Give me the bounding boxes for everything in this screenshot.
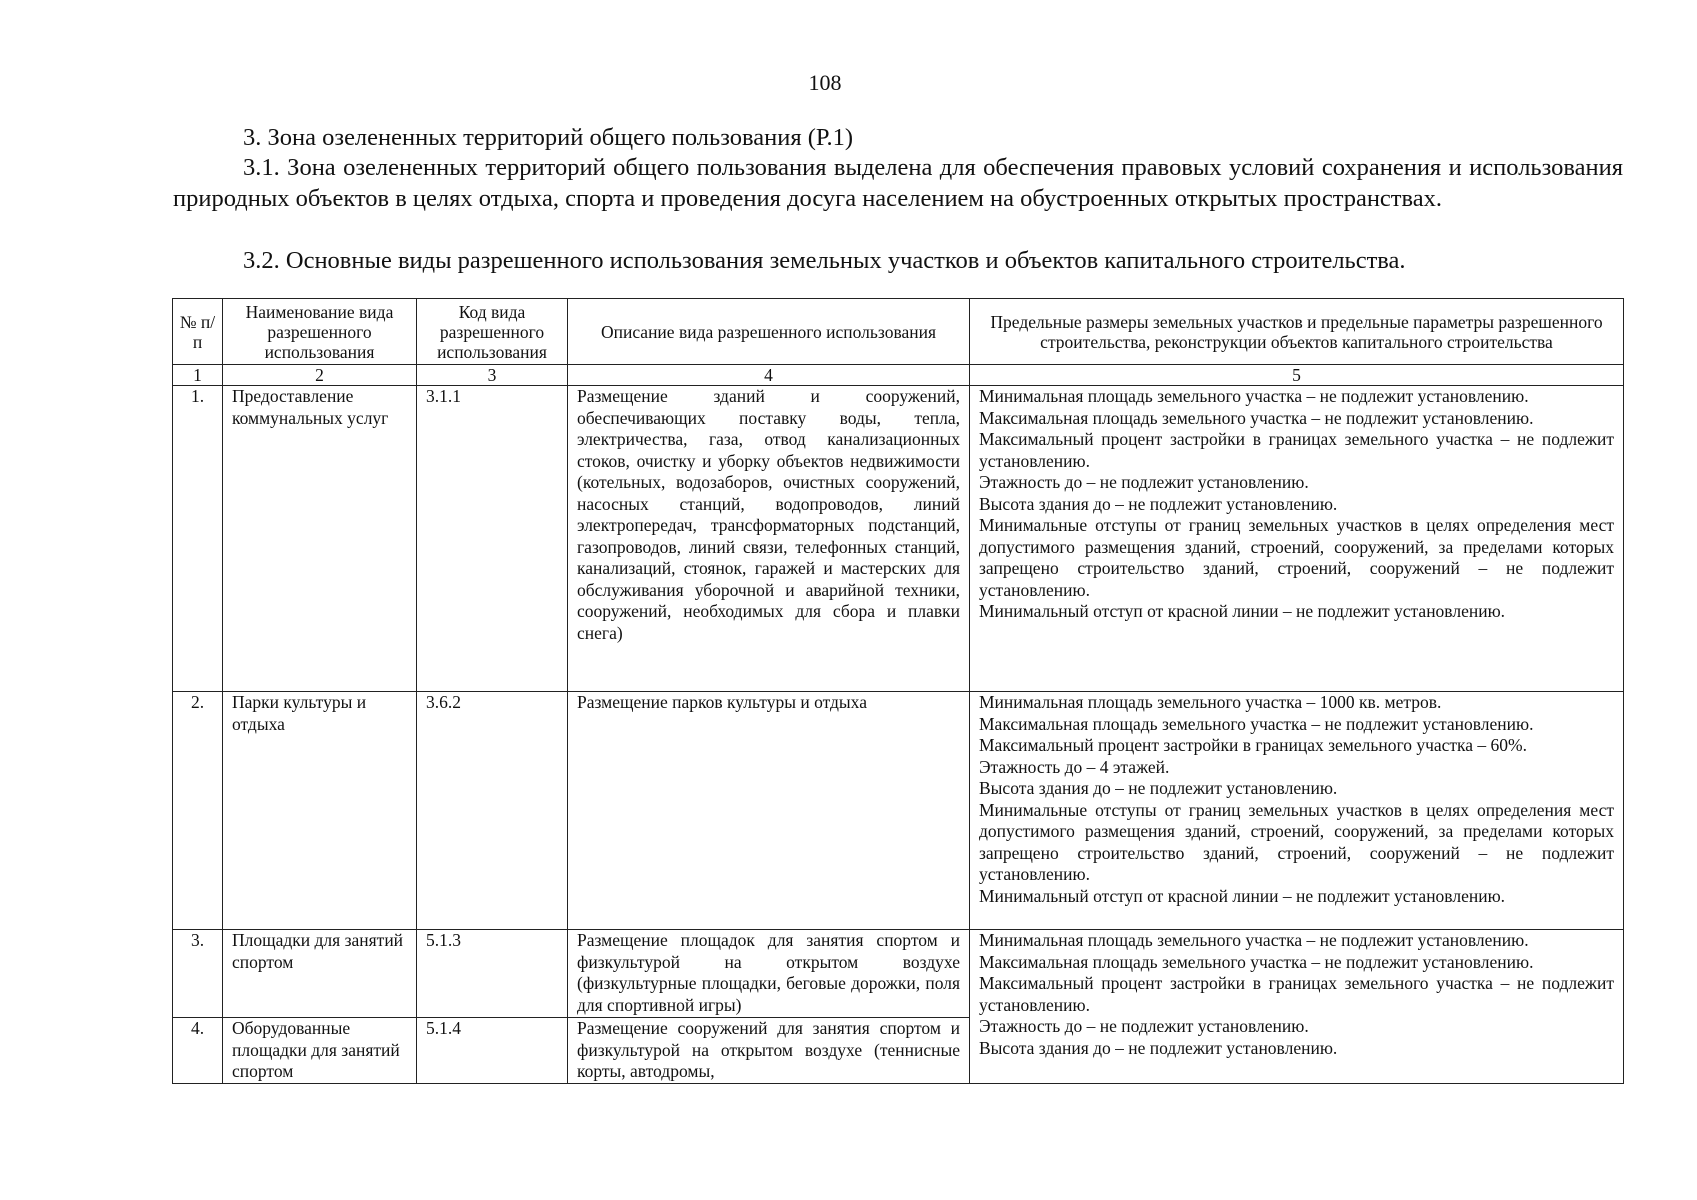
param-line: Высота здания до – не подлежит установлению. (979, 493, 1338, 514)
paragraph-1 (173, 152, 1623, 214)
param-line: Максимальный процент застройки в границах земельного участка – 60%. (979, 735, 1528, 755)
column-number: 2 (223, 365, 417, 386)
row-description: Размещение площадок для занятия спортом и физкультурой на открытом воздухе (физкультурные площадки, беговые дорожки, поля для спортивной игры) (568, 930, 970, 1018)
row-num: 2. (173, 692, 223, 930)
param-line: Этажность до – не подлежит установлению. (979, 1016, 1309, 1036)
header-code: Код вида разрешенного использования (417, 299, 568, 365)
table-row (173, 692, 1624, 930)
param-line: Этажность до – 4 этажей. (979, 756, 1170, 777)
row-num: 1. (173, 386, 223, 692)
table-row (173, 386, 1624, 692)
param-line: Минимальная площадь земельного участка – 1000 кв. метров. (979, 692, 1442, 712)
row-params (970, 386, 1624, 692)
column-number: 1 (173, 365, 223, 386)
param-line: Минимальный отступ от красной линии – не подлежит установлению. (979, 885, 1506, 906)
header-name: Наименование вида разрешенного использования (223, 299, 417, 365)
row-params-shared (970, 930, 1624, 1084)
column-number: 3 (417, 365, 568, 386)
header-description: Описание вида разрешенного использования (568, 299, 970, 365)
row-code: 5.1.4 (417, 1018, 568, 1084)
param-line: Минимальные отступы от границ земельных участков в целях определения мест допустимого размещения зданий, строений, сооружений, за пределами которых запрещено строительство зданий, строений, сооружений – не подлежит установлению. (979, 515, 1614, 600)
column-number: 5 (970, 365, 1624, 386)
table-header-row (173, 299, 1624, 365)
section-title (173, 122, 1623, 153)
row-name: Площадки для занятий спортом (223, 930, 417, 1018)
page-number: 108 (808, 70, 842, 95)
column-number: 4 (568, 365, 970, 386)
table-row (173, 930, 1624, 1018)
param-line: Максимальная площадь земельного участка – не подлежит установлению. (979, 407, 1534, 428)
param-line: Максимальный процент застройки в границах земельного участка – не подлежит установлению. (979, 429, 1614, 471)
row-params (970, 692, 1624, 930)
row-num: 3. (173, 930, 223, 1018)
header-num: № п/п (173, 299, 223, 365)
param-line: Минимальная площадь земельного участка – не подлежит установлению. (979, 386, 1529, 406)
param-line: Этажность до – не подлежит установлению. (979, 472, 1309, 492)
row-description: Размещение парков культуры и отдыха (568, 692, 970, 930)
param-line: Минимальные отступы от границ земельных участков в целях определения мест допустимого размещения зданий, строений, сооружений, за пределами которых запрещено строительство зданий, строений, сооружений – не подлежит установлению. (979, 799, 1614, 884)
column-number-row (173, 365, 1624, 386)
row-code: 3.1.1 (417, 386, 568, 692)
row-code: 5.1.3 (417, 930, 568, 1018)
header-params: Предельные размеры земельных участков и предельные параметры разрешенного строительства, реконструкции объектов капитального строительства (970, 299, 1624, 365)
section-title-text: 3. Зона озелененных территорий общего пользования (Р.1) (243, 124, 853, 151)
land-use-table (172, 298, 1624, 1084)
param-line: Высота здания до – не подлежит установлению. (979, 1037, 1338, 1058)
param-line: Максимальная площадь земельного участка – не подлежит установлению. (979, 713, 1534, 734)
param-line: Минимальная площадь земельного участка – не подлежит установлению. (979, 930, 1529, 950)
param-line: Максимальный процент застройки в границах земельного участка – не подлежит установлению. (979, 973, 1614, 1015)
param-line: Максимальная площадь земельного участка – не подлежит установлению. (979, 951, 1534, 972)
row-code: 3.6.2 (417, 692, 568, 930)
row-name: Оборудованные площадки для занятий спортом (223, 1018, 417, 1084)
row-name: Парки культуры и отдыха (223, 692, 417, 930)
row-name: Предоставление коммунальных услуг (223, 386, 417, 692)
row-description: Размещение зданий и сооружений, обеспечивающих поставку воды, тепла, электричества, газа, отвод канализационных стоков, очистку и уборку объектов недвижимости (котельных, водозаборов, очистных сооружений, насосных станций, водопроводов, линий электропередач, трансформаторных подстанций, газопроводов, линий связи, телефонных станций, канализаций, стоянок, гаражей и мастерских для обслуживания уборочной и аварийной техники, сооружений, необходимых для сбора и плавки снега) (568, 386, 970, 692)
param-line: Высота здания до – не подлежит установлению. (979, 778, 1338, 798)
paragraph-2-text: 3.2. Основные виды разрешенного использования земельных участков и объектов капитального строительства. (243, 247, 1406, 274)
param-line: Минимальный отступ от красной линии – не подлежит установлению. (979, 601, 1506, 621)
row-description: Размещение сооружений для занятия спортом и физкультурой на открытом воздухе (теннисные корты, автодромы, (568, 1018, 970, 1084)
row-num: 4. (173, 1018, 223, 1084)
paragraph-1-text: 3.1. Зона озелененных территорий общего пользования выделена для обеспечения правовых условий сохранения и использования природных объектов в целях отдыха, спорта и проведения досуга населением на обустроенных открытых пространствах. (173, 154, 1623, 212)
paragraph-2 (173, 245, 1623, 276)
